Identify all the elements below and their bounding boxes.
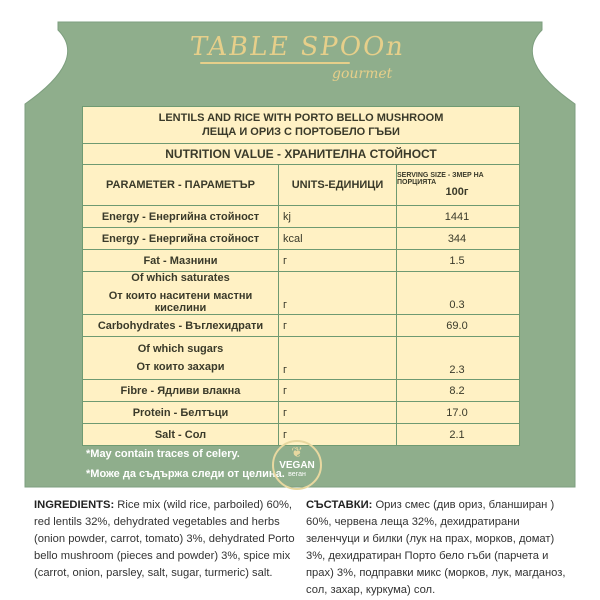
- vegan-label-en: VEGAN: [279, 460, 315, 471]
- allergen-notes: [86, 444, 285, 484]
- row-name-line2: От които наситени мастни киселини: [108, 290, 253, 314]
- ingredients-bg-label: СЪСТАВКИ:: [306, 499, 373, 511]
- row-name: Energy - Енергийна стойност: [83, 228, 279, 249]
- row-name-line1: Of which saturates: [131, 272, 230, 284]
- table-row: [83, 228, 519, 250]
- product-title-en: LENTILS AND RICE WITH PORTO BELLO MUSHROOM: [158, 112, 444, 124]
- brand-name: TABLE SPOOn: [187, 32, 408, 62]
- nutrition-heading: NUTRITION VALUE - ХРАНИТЕЛНА СТОЙНОСТ: [83, 144, 519, 165]
- row-value: 1441: [444, 210, 470, 223]
- table-row: [83, 272, 519, 315]
- row-value: 8.2: [449, 384, 465, 397]
- table-row: [83, 206, 519, 228]
- table-row: [83, 250, 519, 272]
- row-unit: г: [279, 337, 397, 379]
- table-row: [83, 402, 519, 424]
- ingredients-en-label: INGREDIENTS:: [34, 499, 115, 511]
- row-value: 17.0: [446, 406, 468, 419]
- logo-swoosh: [200, 62, 350, 64]
- product-title-bg: ЛЕЩА И ОРИЗ С ПОРТОБЕЛО ГЪБИ: [202, 126, 400, 138]
- ingredients-bg-text: Ориз смес (див ориз, бланширан ) 60%, червена леща 32%, дехидратирани зеленчуци и билки (лук на прах, морков, домат) 3%, дехидратиран Порто бело гъби (парчета и прах) 3%, подправки микс (морков, лук, магданоз, сол, захар, куркума) сол.: [306, 499, 566, 596]
- header-parameter: PARAMETER - ПАРАМЕТЪР: [83, 165, 279, 205]
- nutrition-table: [82, 106, 520, 446]
- table-row: [83, 337, 519, 380]
- row-unit: kcal: [279, 228, 397, 249]
- ingredients-en: [34, 497, 309, 582]
- row-unit: г: [279, 315, 397, 336]
- header-serving: [397, 165, 517, 205]
- allergen-note-bg: *Може да съдържа следи от целина.: [86, 468, 285, 480]
- serving-size-value: 100г: [445, 186, 469, 198]
- row-name: Fat - Мазнини: [83, 250, 279, 271]
- row-unit: kj: [279, 206, 397, 227]
- ingredients-en-text: Rice mix (wild rice, parboiled) 60%, red lentils 32%, dehydrated vegetables and herbs (onion powder, carrot, tomato) 3%, dehydrated Porto bello mushroom (pieces and powder) 3%, spice mix (carrot, onion, parsley, salt, sugar, turmeric) salt.: [34, 499, 295, 579]
- table-row: [83, 380, 519, 402]
- row-name: Carbohydrates - Въглехидрати: [83, 315, 279, 336]
- row-unit: г: [279, 424, 397, 445]
- row-unit: г: [279, 402, 397, 423]
- serving-size-label: SERVING SIZE - ЗМЕР НА ПОРЦИЯТА: [397, 172, 484, 186]
- row-value: 69.0: [446, 319, 468, 332]
- row-name-line1: Of which sugars: [137, 343, 224, 355]
- row-name: Salt - Сол: [83, 424, 279, 445]
- brand-subtitle: gourmet: [332, 66, 393, 82]
- allergen-note-en: *May contain traces of celery.: [86, 448, 240, 460]
- header-units: UNITS-ЕДИНИЦИ: [279, 165, 397, 205]
- row-value: 344: [447, 232, 467, 245]
- brand-logo: [187, 32, 410, 94]
- row-name: [83, 272, 279, 314]
- row-name: Fibre - Ядливи влакна: [83, 380, 279, 401]
- row-name: Energy - Енергийна стойност: [83, 206, 279, 227]
- table-row: [83, 315, 519, 337]
- vegan-badge: [272, 440, 322, 490]
- row-unit: г: [279, 250, 397, 271]
- row-value: 0.3: [449, 299, 465, 311]
- row-value: 1.5: [449, 254, 465, 267]
- vegan-label-bg: веган: [288, 471, 306, 478]
- row-value: 2.1: [449, 428, 465, 441]
- row-name: Protein - Белтъци: [83, 402, 279, 423]
- row-name: [83, 337, 279, 379]
- row-unit: г: [279, 380, 397, 401]
- row-value: 2.3: [449, 364, 465, 376]
- product-title: [83, 107, 519, 144]
- leaf-icon: ❦: [291, 444, 303, 460]
- row-unit: г: [279, 272, 397, 314]
- row-name-line2: От които захари: [136, 361, 225, 373]
- table-header-row: [83, 165, 519, 206]
- ingredients-bg: [306, 497, 574, 599]
